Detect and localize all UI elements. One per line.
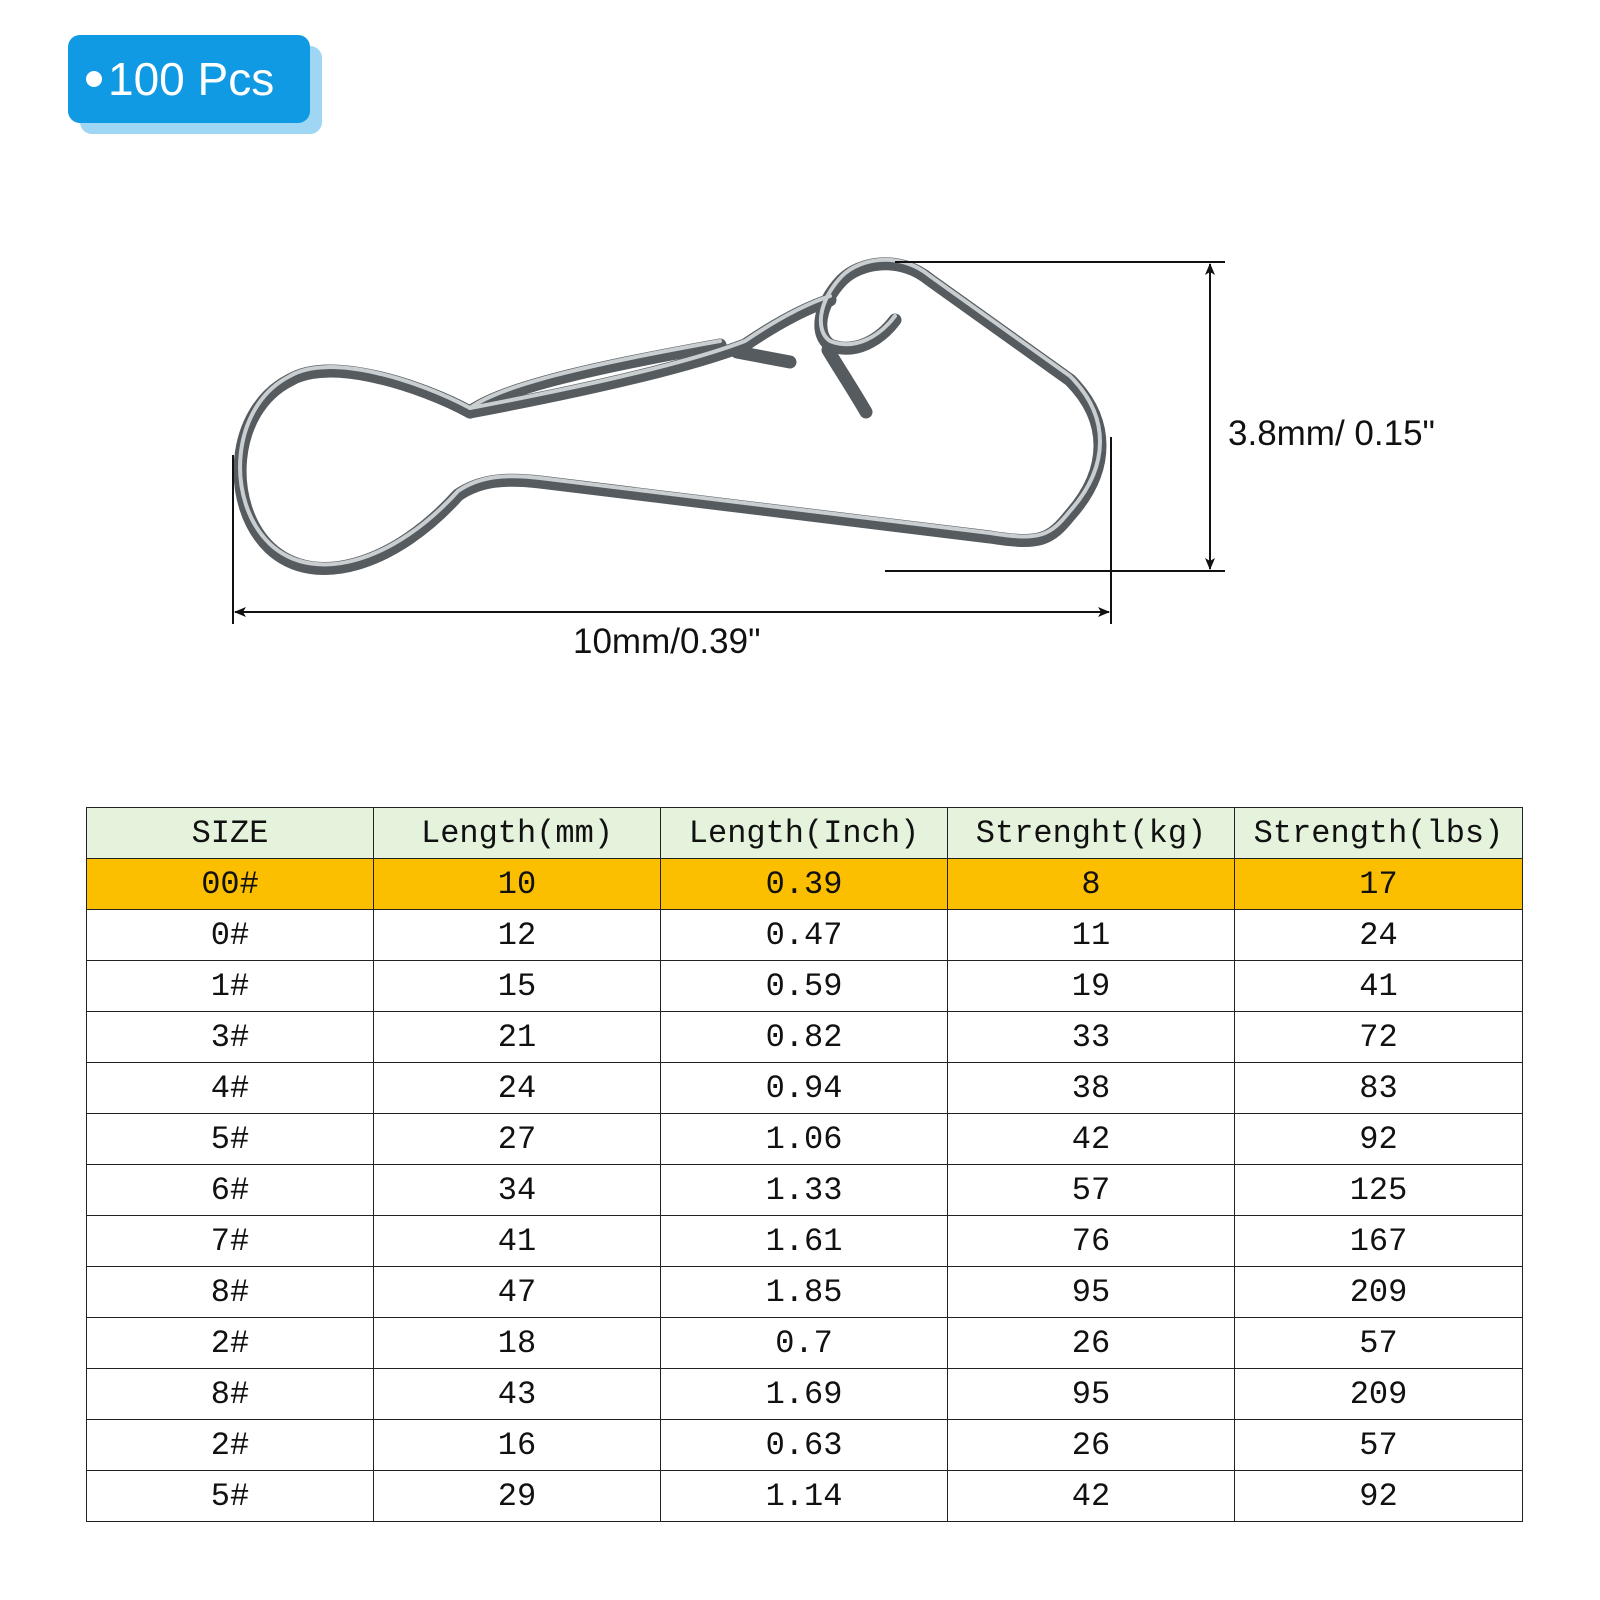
cell-strength-lbs: 92: [1235, 1471, 1523, 1522]
cell-size: 00#: [87, 859, 374, 910]
table-row: [87, 961, 1523, 1012]
cell-length-inch: 1.61: [661, 1216, 948, 1267]
table-row: [87, 1267, 1523, 1318]
cell-strength-kg: 26: [948, 1318, 1235, 1369]
cell-length-mm: 16: [374, 1420, 661, 1471]
cell-strength-lbs: 209: [1235, 1267, 1523, 1318]
table-row: [87, 1114, 1523, 1165]
cell-length-inch: 1.33: [661, 1165, 948, 1216]
cell-size: 3#: [87, 1012, 374, 1063]
table-row: [87, 1216, 1523, 1267]
table-row: [87, 1420, 1523, 1471]
header-length-inch: Length(Inch): [661, 808, 948, 859]
cell-length-mm: 24: [374, 1063, 661, 1114]
cell-strength-kg: 42: [948, 1114, 1235, 1165]
cell-strength-kg: 19: [948, 961, 1235, 1012]
cell-size: 5#: [87, 1114, 374, 1165]
cell-strength-lbs: 92: [1235, 1114, 1523, 1165]
cell-size: 7#: [87, 1216, 374, 1267]
cell-length-mm: 41: [374, 1216, 661, 1267]
cell-length-inch: 0.7: [661, 1318, 948, 1369]
cell-size: 4#: [87, 1063, 374, 1114]
cell-strength-lbs: 41: [1235, 961, 1523, 1012]
cell-size: 2#: [87, 1420, 374, 1471]
cell-length-mm: 43: [374, 1369, 661, 1420]
cell-length-mm: 21: [374, 1012, 661, 1063]
cell-strength-kg: 8: [948, 859, 1235, 910]
cell-strength-lbs: 167: [1235, 1216, 1523, 1267]
header-strength-lbs: Strength(lbs): [1235, 808, 1523, 859]
cell-size: 8#: [87, 1267, 374, 1318]
cell-length-inch: 1.85: [661, 1267, 948, 1318]
cell-strength-lbs: 57: [1235, 1318, 1523, 1369]
cell-strength-lbs: 83: [1235, 1063, 1523, 1114]
cell-length-mm: 18: [374, 1318, 661, 1369]
table-row: [87, 1063, 1523, 1114]
cell-length-inch: 0.94: [661, 1063, 948, 1114]
cell-strength-kg: 38: [948, 1063, 1235, 1114]
cell-strength-kg: 42: [948, 1471, 1235, 1522]
cell-strength-kg: 95: [948, 1267, 1235, 1318]
cell-strength-lbs: 72: [1235, 1012, 1523, 1063]
cell-strength-kg: 33: [948, 1012, 1235, 1063]
table-row: [87, 1012, 1523, 1063]
table-row-highlighted: [87, 859, 1523, 910]
cell-strength-kg: 57: [948, 1165, 1235, 1216]
cell-length-mm: 29: [374, 1471, 661, 1522]
cell-size: 1#: [87, 961, 374, 1012]
height-dimension-label: 3.8mm/ 0.15": [1228, 414, 1435, 453]
table-row: [87, 1369, 1523, 1420]
cell-length-inch: 0.39: [661, 859, 948, 910]
table-row: [87, 1165, 1523, 1216]
cell-strength-lbs: 209: [1235, 1369, 1523, 1420]
cell-strength-kg: 95: [948, 1369, 1235, 1420]
cell-strength-lbs: 17: [1235, 859, 1523, 910]
cell-strength-kg: 26: [948, 1420, 1235, 1471]
cell-strength-kg: 76: [948, 1216, 1235, 1267]
cell-size: 8#: [87, 1369, 374, 1420]
cell-length-mm: 47: [374, 1267, 661, 1318]
cell-length-inch: 0.59: [661, 961, 948, 1012]
product-diagram: [0, 0, 1600, 720]
size-spec-table: [86, 807, 1523, 1522]
cell-strength-lbs: 57: [1235, 1420, 1523, 1471]
cell-strength-lbs: 24: [1235, 910, 1523, 961]
cell-length-inch: 1.14: [661, 1471, 948, 1522]
cell-length-inch: 0.82: [661, 1012, 948, 1063]
table-row: [87, 910, 1523, 961]
cell-strength-kg: 11: [948, 910, 1235, 961]
cell-length-mm: 15: [374, 961, 661, 1012]
table-header-row: [87, 808, 1523, 859]
cell-size: 2#: [87, 1318, 374, 1369]
snap-hook-icon: [240, 260, 1100, 569]
cell-length-inch: 0.63: [661, 1420, 948, 1471]
cell-length-mm: 12: [374, 910, 661, 961]
header-strength-kg: Strenght(kg): [948, 808, 1235, 859]
table-row: [87, 1471, 1523, 1522]
table-row: [87, 1318, 1523, 1369]
header-size: SIZE: [87, 808, 374, 859]
cell-length-mm: 34: [374, 1165, 661, 1216]
header-length-mm: Length(mm): [374, 808, 661, 859]
cell-length-inch: 1.69: [661, 1369, 948, 1420]
cell-strength-lbs: 125: [1235, 1165, 1523, 1216]
cell-size: 6#: [87, 1165, 374, 1216]
quantity-badge-text: 100 Pcs: [108, 53, 275, 105]
width-dimension-label: 10mm/0.39": [573, 622, 761, 661]
cell-length-inch: 1.06: [661, 1114, 948, 1165]
cell-length-mm: 10: [374, 859, 661, 910]
cell-length-mm: 27: [374, 1114, 661, 1165]
cell-size: 0#: [87, 910, 374, 961]
cell-length-inch: 0.47: [661, 910, 948, 961]
cell-size: 5#: [87, 1471, 374, 1522]
